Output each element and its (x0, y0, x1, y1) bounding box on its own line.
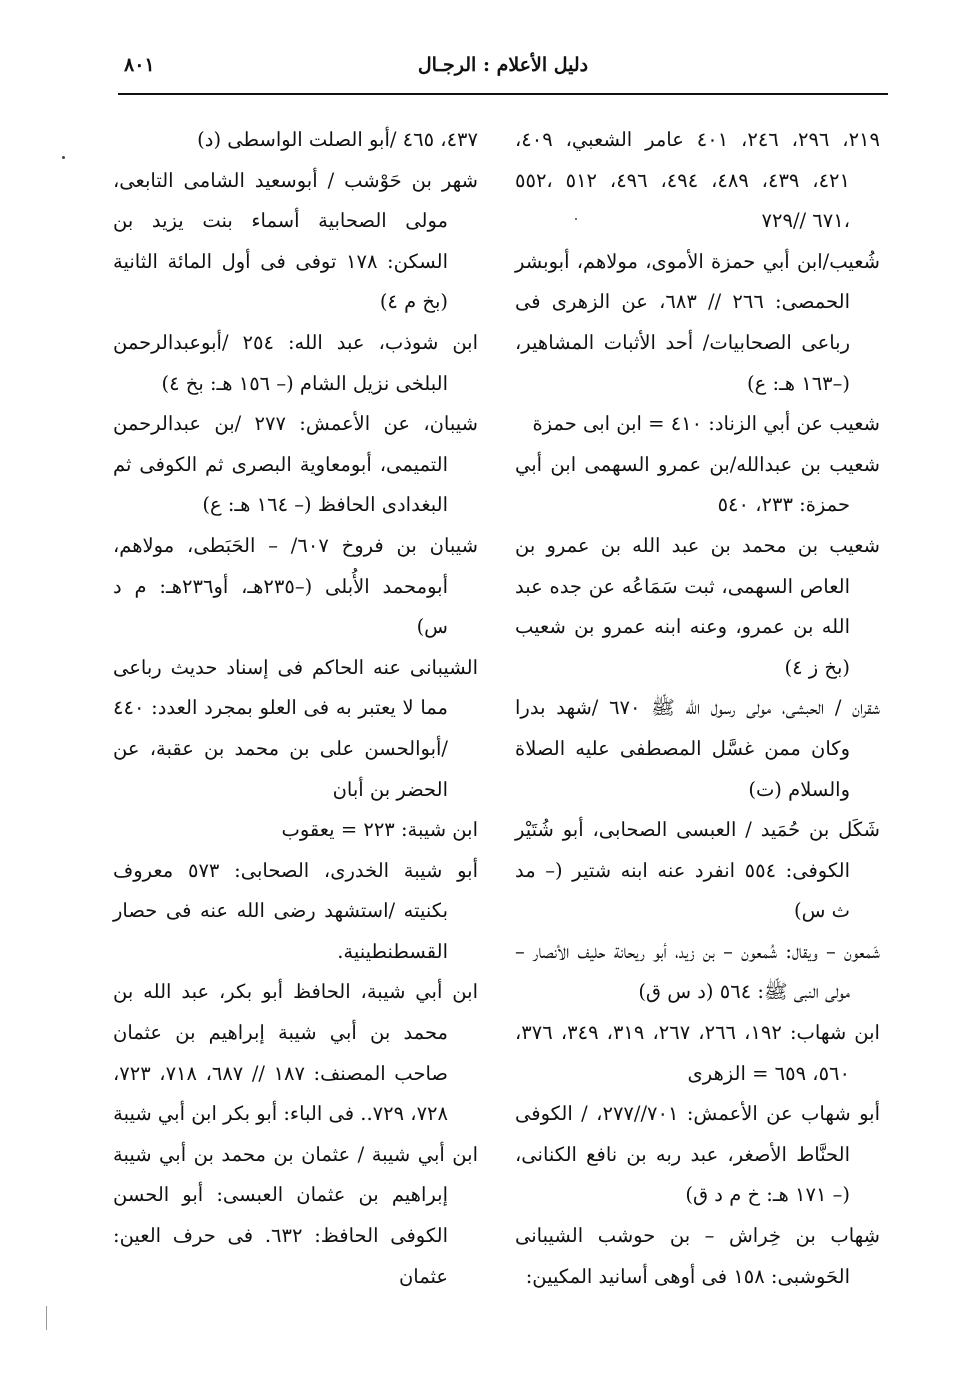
index-entry: شعيب عن أبي الزناد: ٤١٠ = ابن ابى حمزة (532, 412, 880, 436)
index-entry: ابن شهاب: ١٩٢، ٢٦٦، ٢٦٧، ٣١٩، ٣٤٩، ٣٧٦، ٥٦٠، ٦٥٩ = الزهرى (515, 1021, 880, 1085)
right-column (515, 120, 880, 1297)
index-entry: ابن شوذب، عبد الله: ٢٥٤ /أبوعبدالرحمن البلخى نزيل الشام (– ١٥٦ هـ: بخ ٤) (113, 330, 479, 395)
index-entry: ٢١٩، ٢٩٦، ٢٤٦، ٤٠١ عامر الشعبي، ٤٠٩، ٤٢١، ٤٣٩، ٤٨٩، ٤٩٤، ٤٩٦، ٥١٢ ،٥٥٢ ،٦٧١ //٧٢٩ (515, 128, 880, 233)
index-entry: شهر بن حَوْشب / أبوسعيد الشامى التابعى، مولى الصحابية أسماء بنت يزيد بن السكن: ١٧٨ توفى فى أول المائة الثانية (بخ م ٤) (113, 168, 478, 314)
left-column (113, 120, 478, 1297)
index-entry: أبو شيبة الخدرى، الصحابى: ٥٧٣ معروف بكنيته /استشهد رضى الله عنه فى حصار القسطنطينية. (113, 858, 478, 963)
index-entry: شيبان بن فروخ ٦٠٧/ – الحَبَطى، مولاهم، أبومحمد الأُبلى (–٢٣٥هـ، أو٢٣٦هـ: م د س) (113, 533, 479, 639)
header-rule (118, 93, 888, 95)
index-entry: شِهاب بن خِراش – بن حوشب الشيبانى الحَوشبى: ١٥٨ فى أوهى أسانيد المكيين: (515, 1224, 880, 1288)
index-entry: الشيبانى عنه الحاكم فى إسناد حديث رباعى مما لا يعتبر به فى العلو بمجرد العدد: ٤٤٠ /أبوالحسن على بن محمد بن عقبة، عن الحضر بن أبان (113, 655, 478, 801)
index-entry: شيبان، عن الأعمش: ٢٧٧ /بن عبدالرحمن التميمى، أبومعاوية البصرى ثم الكوفى ثم البغدادى الحافظ (– ١٦٤ هـ: ع) (113, 412, 478, 517)
page-header (118, 54, 888, 94)
scan-speck (575, 218, 577, 220)
running-title: دليل الأعلام : الرجـال (417, 54, 589, 76)
index-entry: شعيب بن محمد بن عبد الله بن عمرو بن العاص السهمى، ثبت سَمَاعُه عن جده عبد الله بن عمرو، وعنه ابنه عمرو بن شعيب (بخ ز ٤) (515, 533, 880, 679)
index-entry: ابن شيبة: ٢٢٣ = يعقوب (281, 818, 478, 842)
index-entry: ابن أبي شيبة، الحافظ أبو بكر، عبد الله بن محمد بن أبي شيبة إبراهيم بن عثمان صاحب المصنف: ١٨٧ // ٦٨٧، ٧١٨، ٧٢٣، ٧٢٨، ٧٢٩.. فى الباء: أبو بكر ابن أبي شيبة (113, 980, 478, 1126)
index-entry: شُعيب/ابن أبي حمزة الأموى، مولاهم، أبوبشر الحمصى: ٢٦٦ // ٦٨٣، عن الزهرى فى رباعى الصحابيات/ أحد الأثبات المشاهير، (–١٦٣ هـ: ع) (515, 249, 880, 395)
index-entry: شَكَل بن حُمَيد / العبسى الصحابى، أبو شُتَيْر الكوفى: ٥٥٤ انفرد عنه ابنه شتير (– مد ث س) (515, 818, 880, 923)
scan-speck (46, 1306, 47, 1330)
index-entry: ابن أبي شيبة / عثمان بن محمد بن أبي شيبة إبراهيم بن عثمان العبسى: أبو الحسن الكوفى الحافظ: ٦٣٢. فى حرف العين: عثمان (113, 1142, 478, 1288)
index-entry: شعيب بن عبدالله/بن عمرو السهمى ابن أبي حمزة: ٢٣٣، ٥٤٠ (515, 452, 880, 517)
index-entry: شَمعون – ويقال: شُمعون – بن زيد، أبو ريحانة حليف الأنصار – مولى النبى ﷺ: ٥٦٤ (د س ق) (515, 939, 880, 1004)
page-number: ٨٠١ (124, 54, 155, 76)
index-entry: شقران / الحبشى، مولى رسول الله ﷺ ٦٧٠ /شهد بدرا وكان ممن غسَّل المصطفى عليه الصلاة والسلام (ت) (515, 696, 880, 801)
index-entry: ٤٣٧، ٤٦٥ /أبو الصلت الواسطى (د) (197, 128, 478, 151)
scan-speck (62, 156, 65, 159)
index-entry: أبو شهاب عن الأعمش: ٧٠١//٢٧٧، / الكوفى الحنَّاط الأصغر، عبد ربه بن نافع الكنانى، (– ١٧١ هـ: خ م د ق) (515, 1102, 880, 1207)
